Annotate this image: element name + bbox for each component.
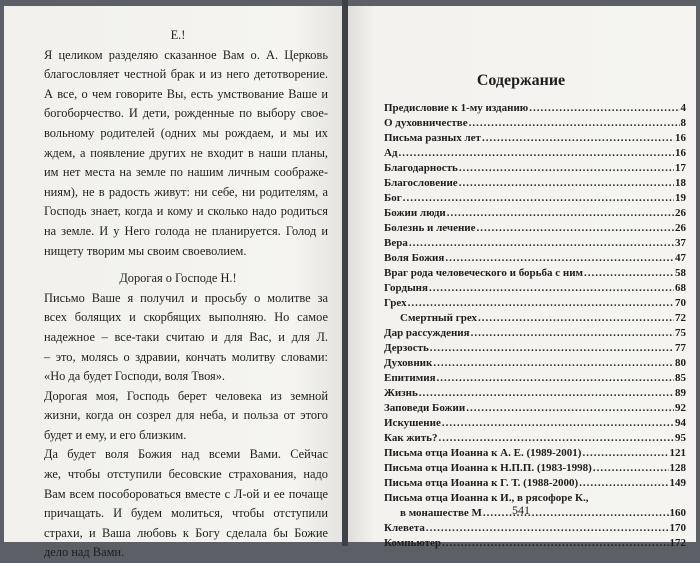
toc-entry-label: Компьютер xyxy=(384,537,442,549)
toc-entry-page: 17 xyxy=(675,162,686,174)
toc-leader-dots xyxy=(477,221,674,236)
text-line: Письмо Ваше я получил и просьбу о молитве за xyxy=(44,290,328,305)
toc-entry[interactable] xyxy=(384,221,686,236)
toc-entry-label: в монашестве М xyxy=(400,507,482,519)
toc-leader-dots xyxy=(430,341,674,356)
toc-entry-page: 16 xyxy=(675,132,686,144)
letter-paragraph-2 xyxy=(28,289,328,387)
toc-entry-label: Враг рода человеческого и борьба с ним xyxy=(384,267,584,279)
toc-entry[interactable] xyxy=(384,536,686,551)
toc-entry-label: Духовник xyxy=(384,357,433,369)
toc-entry[interactable] xyxy=(384,236,686,251)
toc-entry[interactable] xyxy=(384,461,686,476)
toc-leader-dots xyxy=(433,356,674,371)
toc-entry-page: 80 xyxy=(675,357,686,369)
toc-entry[interactable] xyxy=(384,281,686,296)
toc-entry-page: 170 xyxy=(669,522,686,534)
text-line: вольному родителей (одних мы рождаем, и мы их xyxy=(44,125,328,140)
toc-entry-label: Ад xyxy=(384,147,398,159)
toc-entry-page: 75 xyxy=(675,327,686,339)
toc-entry-label: Письма разных лет xyxy=(384,132,481,144)
text-line: же, чтобы отступили бесовские страхования, надо xyxy=(44,467,328,482)
toc-entry-page: 149 xyxy=(669,477,686,489)
text-line: жизни, когда он созрел для неба, и польза от этого xyxy=(44,408,328,423)
toc-entry-label: Письма отца Иоанна к А. Е. (1989-2001) xyxy=(384,447,582,459)
toc-leader-dots xyxy=(471,326,674,341)
toc-leader-dots xyxy=(403,191,674,206)
toc-entry-label: Заповеди Божии xyxy=(384,402,466,414)
toc-entry-page: 85 xyxy=(675,372,686,384)
toc-entry-page: 160 xyxy=(669,507,686,519)
toc-entry[interactable] xyxy=(384,176,686,191)
toc-leader-dots xyxy=(442,536,668,551)
text-line: ниям), не в радость живут: ни себе, ни родителям, а xyxy=(44,184,328,199)
toc-entry-label: Письма отца Иоанна к И., в рясофоре К., xyxy=(384,492,589,504)
toc-leader-dots xyxy=(445,251,674,266)
toc-leader-dots xyxy=(582,446,668,461)
toc-entry-label: Письма отца Иоанна к Н.П.П. (1983-1998) xyxy=(384,462,592,474)
toc-entry-label: Искушение xyxy=(384,417,441,429)
toc-leader-dots xyxy=(593,461,669,476)
toc-entry-label: Божии люди xyxy=(384,207,446,219)
toc-entry-label: Как жить? xyxy=(384,432,438,444)
toc-entry-page: 16 xyxy=(675,147,686,159)
text-line: нищету творим мы своим своеволием. xyxy=(44,243,247,258)
toc-entry-label: Предисловие к 1-му изданию xyxy=(384,102,529,114)
toc-entry-label: Письма отца Иоанна к Г. Т. (1988-2000) xyxy=(384,477,579,489)
toc-entry-label: Жизнь xyxy=(384,387,418,399)
toc-entry-label: Бог xyxy=(384,192,402,204)
toc-entry[interactable] xyxy=(384,161,686,176)
toc-entry-page: 26 xyxy=(675,207,686,219)
toc-leader-dots xyxy=(459,161,674,176)
toc-leader-dots xyxy=(408,296,674,311)
text-line: на земле. И у Него голода не планируется. Голод и xyxy=(44,223,328,238)
toc-entry[interactable] xyxy=(384,311,686,326)
toc-entry-page: 95 xyxy=(675,432,686,444)
toc-entry-page: 47 xyxy=(675,252,686,264)
toc-leader-dots xyxy=(399,146,674,161)
text-line: Да будет воля Божия над всеми Вами. Сейчас xyxy=(44,447,328,462)
toc-entry-page: 26 xyxy=(675,222,686,234)
toc-entry-page: 19 xyxy=(675,192,686,204)
text-line: А все, о чем говорите Вы, есть умствование Ваше и xyxy=(44,86,328,101)
text-line: дело над Вами. xyxy=(44,545,125,560)
toc-entry-label: Благодарность xyxy=(384,162,458,174)
letter-paragraph-1 xyxy=(28,46,328,262)
toc-entry[interactable] xyxy=(384,326,686,341)
toc-leader-dots xyxy=(579,476,668,491)
toc-entry-label: Благословение xyxy=(384,177,458,189)
toc-entry-page: 4 xyxy=(680,102,686,114)
left-page-text xyxy=(28,26,328,563)
toc-entry[interactable] xyxy=(384,191,686,206)
text-line: Дорогая моя, Господь берет человека из земной xyxy=(44,388,328,403)
toc-entry[interactable] xyxy=(384,206,686,221)
toc-entry[interactable] xyxy=(384,446,686,461)
toc-entry-label: Воля Божия xyxy=(384,252,445,264)
page-number: 541 xyxy=(512,503,530,517)
toc-entry-label: Клевета xyxy=(384,522,425,534)
toc-leader-dots xyxy=(437,371,674,386)
toc-leader-dots xyxy=(529,101,679,116)
text-line: богоборчество. И дети, рожденные по выбору свое- xyxy=(44,106,328,121)
toc-title: Содержание xyxy=(476,72,566,89)
toc-entry-page: 18 xyxy=(675,177,686,189)
toc-entry-page: 8 xyxy=(680,117,686,129)
toc-entry[interactable] xyxy=(384,431,686,446)
toc-entry-label: Болезнь и лечение xyxy=(384,222,476,234)
toc-entry[interactable] xyxy=(384,116,686,131)
toc-leader-dots xyxy=(469,116,680,131)
toc-leader-dots xyxy=(459,176,674,191)
toc-entry[interactable] xyxy=(384,341,686,356)
text-line: Я целиком разделяю сказанное Вам о. А. Церковь xyxy=(44,47,328,62)
toc-entry-page: 58 xyxy=(675,267,686,279)
toc-leader-dots xyxy=(419,386,674,401)
toc-leader-dots xyxy=(466,401,674,416)
toc-entry-label: Дар рассуждения xyxy=(384,327,470,339)
table-of-contents xyxy=(384,101,686,551)
toc-entry[interactable] xyxy=(384,416,686,431)
toc-entry-page: 92 xyxy=(675,402,686,414)
text-line: ждем, а появление других не входит в наши планы, xyxy=(44,145,328,160)
toc-entry[interactable] xyxy=(384,266,686,281)
toc-entry[interactable] xyxy=(384,386,686,401)
text-line: – это, молясь о здравии, кончать молитву словами: xyxy=(44,349,328,364)
text-line: надежное – все-таки считаю и для Вас, и для Л. xyxy=(44,329,328,344)
letter-greeting-2: Дорогая о Господе Н.! xyxy=(119,271,237,286)
toc-leader-dots xyxy=(447,206,674,221)
toc-entry[interactable] xyxy=(384,251,686,266)
toc-entry-page: 89 xyxy=(675,387,686,399)
toc-entry-page: 37 xyxy=(675,237,686,249)
toc-leader-dots xyxy=(409,236,674,251)
toc-entry-page: 128 xyxy=(669,462,686,474)
toc-entry-label: Вера xyxy=(384,237,408,249)
toc-entry-page: 77 xyxy=(675,342,686,354)
toc-entry-page: 172 xyxy=(669,537,686,549)
toc-entry[interactable] xyxy=(384,146,686,161)
toc-entry-label: О духовничестве xyxy=(384,117,468,129)
text-line: причащать. И будем молиться, чтобы отступили xyxy=(44,506,328,521)
text-line: всех болящих и скорбящих выполняю. Но самое xyxy=(44,310,328,325)
text-line: Господь знает, когда и кому и сколько надо родиться xyxy=(44,204,328,219)
toc-leader-dots xyxy=(438,431,674,446)
letter-paragraph-3 xyxy=(28,387,328,446)
toc-entry[interactable] xyxy=(384,521,686,536)
toc-leader-dots xyxy=(429,281,674,296)
toc-leader-dots xyxy=(426,521,669,536)
toc-leader-dots xyxy=(584,266,674,281)
text-line: им нет места на земле по нашим личным соображе- xyxy=(44,165,328,180)
toc-entry-page: 70 xyxy=(675,297,686,309)
letter-paragraph-4 xyxy=(28,445,328,563)
text-line: «Но да будет Господи, воля Твоя». xyxy=(44,369,226,384)
toc-leader-dots xyxy=(478,311,674,326)
toc-entry-label: Епитимия xyxy=(384,372,436,384)
toc-entry-page: 72 xyxy=(675,312,686,324)
toc-entry-page: 121 xyxy=(669,447,686,459)
letter-greeting-1: Е.! xyxy=(170,28,186,42)
toc-entry[interactable] xyxy=(384,401,686,416)
toc-entry-label: Грех xyxy=(384,297,407,309)
toc-entry[interactable] xyxy=(384,101,686,116)
toc-entry[interactable] xyxy=(384,131,686,146)
toc-entry-page: 94 xyxy=(675,417,686,429)
text-line: страхи, и Ваша любовь к Богу сделала бы Божие xyxy=(44,525,328,540)
toc-leader-dots xyxy=(482,131,674,146)
toc-entry-label: Гордыня xyxy=(384,282,428,294)
toc-leader-dots xyxy=(442,416,674,431)
toc-entry-label: Дерзость xyxy=(384,342,429,354)
toc-entry[interactable] xyxy=(384,476,686,491)
text-line: будет и ему, и его близким. xyxy=(44,427,187,442)
toc-entry-label: Смертный грех xyxy=(400,312,477,324)
text-line: Вам всем пособороваться вместе с Л-ой и ее почаще xyxy=(44,486,328,501)
toc-entry-page: 68 xyxy=(675,282,686,294)
toc-entry[interactable] xyxy=(384,296,686,311)
toc-entry[interactable] xyxy=(384,371,686,386)
toc-entry[interactable] xyxy=(384,356,686,371)
text-line: благословляет честной брак и из него детотворение. xyxy=(44,67,328,82)
